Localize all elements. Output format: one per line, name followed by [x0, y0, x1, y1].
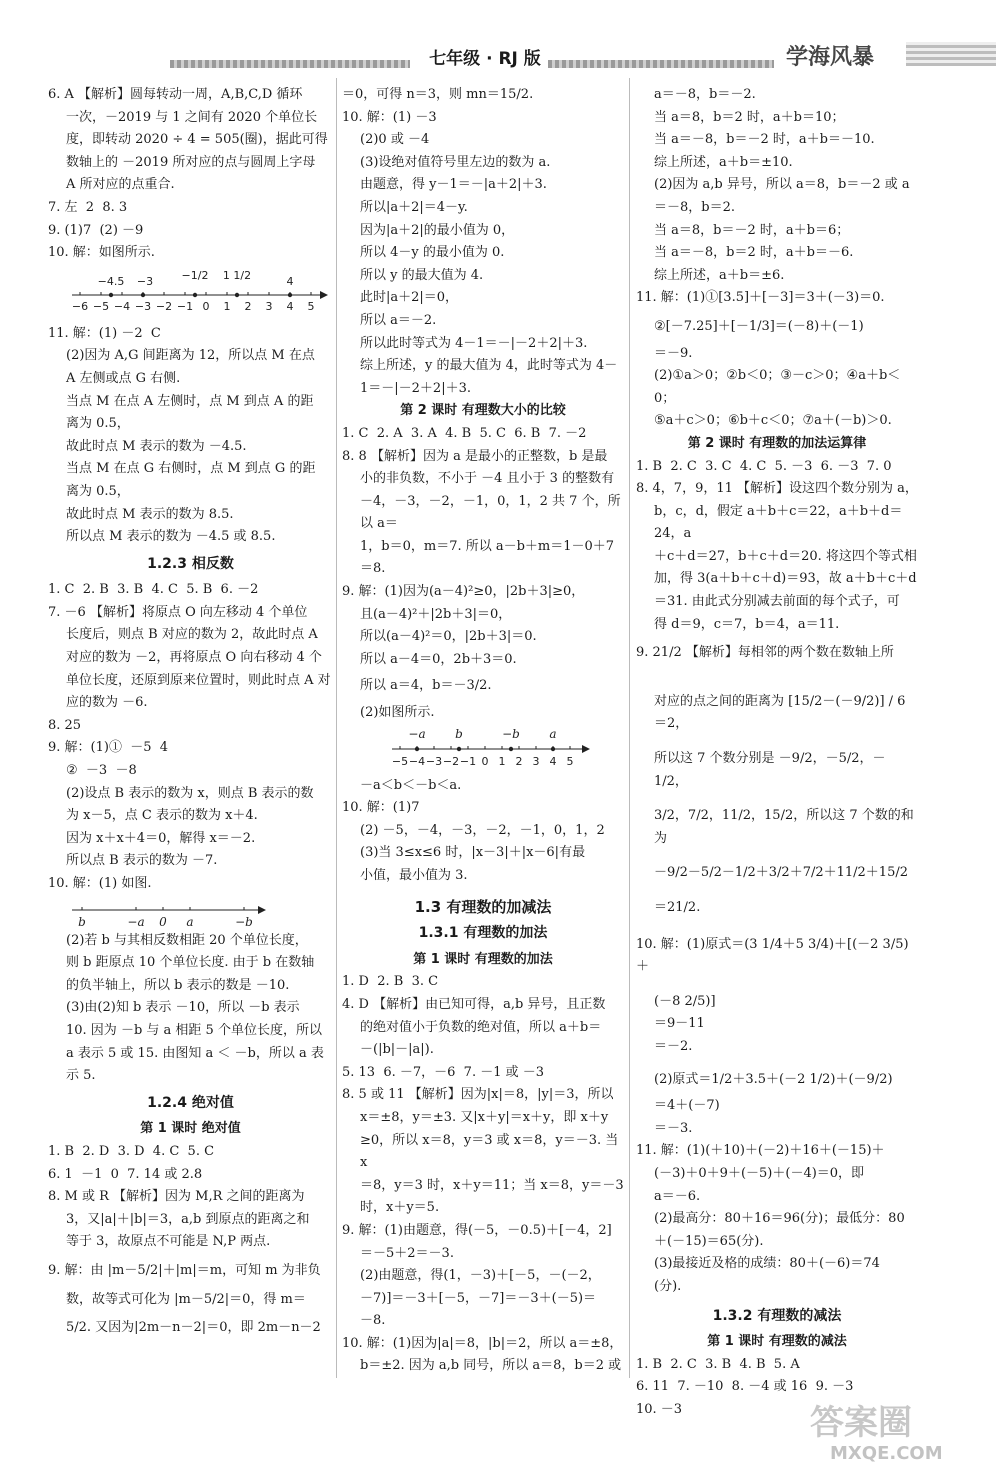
tick-label: 5 [566, 754, 574, 768]
answer-line: 10. 因为 －b 与 a 相距 5 个单位长度，所以 [66, 1022, 322, 1038]
tick-label: −6 [71, 299, 89, 313]
number-line-svg [48, 265, 333, 323]
tick-label: −4 [113, 299, 131, 313]
column-3 [636, 84, 918, 1421]
answer-line: 离为 0.5， [66, 483, 130, 499]
point-label: −1/2 [181, 268, 209, 282]
answer-line: 故此时点 M 表示的数为 －4.5. [66, 438, 247, 454]
answer-line: 1. B 2. D 3. D 4. C 5. C [48, 1143, 215, 1159]
answer-line: (3)当 3≤x≤6 时，|x－3|＋|x－6|有最 [360, 845, 586, 861]
answer-line: ＝8，y＝3 时，x＋y＝11；当 x＝8，y＝－3 [360, 1177, 624, 1193]
answer-line: (3)最接近及格的成绩：80＋(－6)＝74 [654, 1256, 880, 1272]
answer-line: 小的非负数，不小于 －4 且小于 3 的整数有 [360, 471, 615, 487]
point-label: −4.5 [97, 274, 125, 288]
lesson-heading: 第 1 课时 有理数的减法 [707, 1334, 847, 1350]
answer-line: 则 b 距原点 10 个单位长度. 由于 b 在数轴 [66, 955, 315, 971]
point-label: −a [408, 726, 426, 741]
answer-line: ⑤a＋c＞0；⑥b＋c＜0；⑦a＋(－b)＞0. [654, 413, 892, 429]
page-header [0, 0, 1000, 80]
point-label: 4 [286, 274, 294, 288]
point-label: b [455, 726, 463, 741]
answer-line: 1. D 2. B 3. C [342, 974, 439, 990]
column-divider [629, 78, 630, 1378]
section-heading: 1.3.1 有理数的加法 [418, 925, 548, 942]
answer-line: 5. 13 6. －7，－6 7. －1 或 －3 [342, 1064, 545, 1080]
answer-line: (3)设绝对值符号里左边的数为 a. [360, 154, 551, 170]
answer-line: 9. (1)7 (2) －9 [48, 222, 144, 238]
point-label: 0 [159, 914, 167, 929]
watermark-logo: 答案圈 [810, 1403, 912, 1443]
answer-line: 所以 4－y 的最小值为 0. [360, 245, 505, 261]
answer-line: ＝－2. [654, 1038, 693, 1054]
number-line-diagram [48, 896, 333, 930]
answer-line: ≥0，所以 x＝8，y＝3 或 x＝8，y＝－3. 当 x [360, 1132, 623, 1171]
tick-label: −3 [134, 299, 152, 313]
answer-line: －9/2－5/2－1/2＋3/2＋7/2＋11/2＋15/2 [654, 865, 908, 881]
answer-line: 由题意，得 y－1＝－|a＋2|＋3. [360, 177, 547, 193]
section-heading: 1.2.4 绝对值 [147, 1094, 234, 1111]
answer-line: 9. 21/2 【解析】每相邻的两个数在数轴上所 [636, 645, 894, 661]
answer-line: (2)若 b 与其相反数相距 20 个单位长度， [66, 932, 308, 948]
answer-line: 11. 解：(1) －2 C [48, 325, 161, 341]
answer-line: 故此时点 M 表示的数为 8.5. [66, 506, 234, 522]
header-rule-left [170, 60, 410, 68]
answer-line: 当 a＝8，b＝－2 时，a＋b＝6； [654, 222, 850, 238]
answer-line: ＝4＋(－7) [654, 1098, 720, 1114]
answer-line: 所以此时等式为 4－1＝－|－2＋2|＋3. [360, 335, 588, 351]
answer-line: 1. B 2. C 3. B 4. B 5. A [636, 1356, 800, 1372]
answer-line: 所以 a＝－2. [360, 312, 437, 328]
answer-line: －7)]＝－3＋[－5，－7]＝－3＋(－5)＝ [360, 1290, 597, 1306]
point-label: b [78, 914, 86, 929]
answer-line: 一次，－2019 与 1 之间有 2020 个单位长 [66, 109, 318, 125]
answer-line: ＝－8，b＝2. [654, 199, 735, 215]
number-line-diagram [342, 725, 624, 775]
tick-label: 4 [549, 754, 557, 768]
answer-line: (2)如图所示. [360, 705, 435, 721]
answer-line: 8. 25 [48, 717, 82, 733]
answer-line: 10. 解：(1) 如图. [48, 876, 152, 891]
lesson-heading: 第 2 课时 有理数大小的比较 [400, 403, 566, 419]
answer-line: －a＜b＜－b＜a. [360, 777, 462, 793]
answer-line: 等于 3，故原点不可能是 N,P 两点. [66, 1234, 271, 1250]
answer-line: 的绝对值小于负数的绝对值，所以 a＋b＝ [360, 1019, 602, 1035]
answer-line: (2)设点 B 表示的数为 x，则点 B 表示的数 [66, 785, 314, 801]
answer-line: 10. －3 [636, 1401, 683, 1417]
tick-label: −1 [459, 754, 477, 768]
tick-label: 1 [498, 754, 506, 768]
tick-label: 2 [244, 299, 252, 313]
answer-line: 6. 11 7. －10 8. －4 或 16 9. －3 [636, 1379, 854, 1395]
answer-line: ＝－3. [654, 1120, 693, 1136]
answer-line: 8. M 或 R 【解析】因为 M,R 之间的距离为 [48, 1189, 305, 1205]
point-label: −a [127, 914, 145, 929]
point-label: −3 [136, 274, 154, 288]
answer-line: (2)因为 A,G 间距离为 12，所以点 M 在点 [66, 348, 315, 364]
answer-line: ＝－9. [654, 345, 693, 361]
answer-line: 所以点 B 表示的数为 －7. [66, 853, 218, 869]
answer-line: 4. D 【解析】由已知可得，a,b 异号，且正数 [342, 996, 606, 1012]
answer-line: ② －3 －8 [66, 763, 137, 779]
answer-line: 因为 x＋x＋4＝0，解得 x＝－2. [66, 830, 256, 846]
answer-line: 离为 0.5， [66, 416, 130, 432]
answer-line: 所以点 M 表示的数为 －4.5 或 8.5. [66, 529, 276, 545]
answer-line: (2)由题意，得(1，－3)＋[－5，－(－2， [360, 1268, 601, 1284]
answer-line: 对应的数为 －2，再将原点 O 向右移动 4 个 [66, 650, 322, 666]
answer-line: ＝21/2. [654, 900, 701, 915]
answer-line: 7. －6 【解析】将原点 O 向左移动 4 个单位 [48, 604, 308, 620]
answer-line: 单位长度，还原到原来位置时，则此时点 A 对 [66, 672, 331, 688]
answer-line: 当点 M 在点 A 左侧时，点 M 到点 A 的距 [66, 393, 314, 409]
answer-line: x＝±8，y＝±3. 又|x＋y|＝x＋y，即 x＋y [360, 1109, 609, 1125]
answer-line: 1＝－|－2＋2|＋3. [360, 380, 471, 396]
answer-line: －4，－3，－2，－1，0，1，2 共 7 个，所以 a＝ [360, 493, 621, 532]
answer-line: 7. 左 2 8. 3 [48, 199, 128, 215]
brand-stripe [906, 42, 996, 66]
answer-line: 11. 解：(1)①[3.5]＋[－3]＝3＋(－3)＝0. [636, 290, 885, 306]
point-label: −b [235, 914, 253, 929]
tick-label: −2 [155, 299, 173, 313]
brand-logo [786, 32, 996, 76]
answer-line: 9. 解：由 |m－5/2|＋|m|＝m，可知 m 为非负 [48, 1262, 321, 1278]
answer-line: (2)最高分：80＋16＝96(分)；最低分：80 [654, 1211, 905, 1227]
answer-line: 当 a＝－8，b＝－2 时，a＋b＝－10. [654, 132, 875, 148]
answer-line: 此时|a＋2|＝0， [360, 290, 459, 306]
answer-line: 6. A 【解析】圆每转动一周，A,B,C,D 循环 [48, 87, 303, 102]
page-title: 七年级 · RJ 版 [429, 49, 541, 69]
point-label: 1 1/2 [222, 268, 252, 282]
answer-line: 为 x－5，点 C 表示的数为 x＋4. [66, 808, 258, 824]
answer-line: 数，故等式可化为 |m－5/2|＝0，得 m＝ [66, 1291, 306, 1307]
answer-line: 所以 a＝4，b＝－3/2. [360, 678, 492, 694]
tick-label: 1 [223, 299, 231, 313]
answer-line: 10. 解：(1)因为|a|＝8，|b|＝2，所以 a＝±8， [342, 1335, 623, 1351]
point-label: a [549, 726, 557, 741]
answer-line: 所以 a－4＝0，2b＋3＝0. [360, 651, 517, 667]
answer-line: ＝－5＋2＝－3. [360, 1245, 454, 1261]
answer-line: (－3)＋0＋9＋(－5)＋(－4)＝0，即 [654, 1165, 865, 1181]
section-heading: 1.3.2 有理数的减法 [712, 1307, 842, 1324]
answer-line: 得 d＝9，c＝7，b＝4，a＝11. [654, 616, 840, 632]
answer-line: 1，b＝0，m＝7. 所以 a－b＋m＝1－0＋7 [360, 538, 615, 554]
answer-line: (2)0 或 －4 [360, 132, 430, 148]
answer-line: 1. B 2. C 3. C 4. C 5. －3 6. －3 7. 0 [636, 458, 892, 474]
brand-text: 学海风暴 [786, 45, 875, 70]
tick-label: 0 [481, 754, 489, 768]
answer-line: ＋c＋d＝27，b＋c＋d＝20. 将这四个等式相 [654, 548, 917, 564]
answer-line: 对应的点之间的距离为 [15/2－(－9/2)] / 6 ＝2， [654, 693, 910, 732]
section-heading: 1.2.3 相反数 [147, 555, 234, 572]
answer-line: (2)原式＝1/2＋3.5＋(－2 1/2)＋(－9/2) [654, 1071, 893, 1087]
column-2 [342, 84, 624, 1378]
number-line-diagram [48, 265, 333, 323]
answer-line: ＝8. [360, 561, 386, 577]
tick-label: −5 [92, 299, 110, 313]
answer-line: 10. 解：(1) －3 [342, 109, 437, 125]
answer-line: 因为|a＋2|的最小值为 0， [360, 222, 515, 238]
answer-line: (3)由(2)知 b 表示 －10，所以 －b 表示 [66, 1000, 300, 1016]
answer-line: 当 a＝8，b＝2 时，a＋b＝10； [654, 109, 845, 125]
number-line-svg [48, 896, 333, 930]
answer-line: ＝9－11 [654, 1016, 705, 1032]
answer-line: 加，得 3(a＋b＋c＋d)＝93，故 a＋b＋c＋d [654, 571, 917, 587]
tick-label: 4 [286, 299, 294, 313]
answer-line: 所以这 7 个数分别是 －9/2，－5/2，－1/2， [654, 751, 886, 789]
answer-line: 1. C 2. A 3. A 4. B 5. C 6. B 7. －2 [342, 425, 587, 441]
answer-line: 9. 解：(1)① －5 4 [48, 740, 169, 756]
tick-label: −2 [442, 754, 460, 768]
watermark [800, 1395, 990, 1470]
answer-line: 3/2，7/2，11/2，15/2，所以这 7 个数的和为 [654, 808, 914, 846]
answer-line: ＝31. 由此式分别减去前面的每个式子，可 [654, 594, 900, 610]
tick-label: 3 [532, 754, 540, 768]
point-label: −b [502, 726, 520, 741]
answer-line: 度，即转动 2020 ÷ 4 = 505(圈)，据此可得 [66, 132, 328, 148]
answer-line: 所以 y 的最大值为 4. [360, 267, 484, 283]
point-label: a [186, 914, 194, 929]
answer-line: 且(a－4)²＋|2b＋3|＝0， [360, 606, 512, 622]
answer-line: b＝±2. 因为 a,b 同号，所以 a＝8，b＝2 或 [360, 1358, 622, 1374]
answer-line: 综上所述，y 的最大值为 4，此时等式为 4－ [360, 358, 618, 374]
lesson-heading: 第 1 课时 有理数的加法 [413, 951, 553, 967]
column-divider [336, 78, 337, 1378]
answer-line: (2) －5，－4，－3，－2，－1，0，1，2 [360, 822, 605, 838]
answer-line: 数轴上的 －2019 所对应的点与圆周上字母 [66, 154, 316, 170]
answer-line: 6. 1 －1 0 7. 14 或 2.8 [48, 1166, 203, 1182]
answer-line: A 所对应的点重合. [66, 177, 175, 193]
answer-line: 3，又|a|＋|b|＝3，a,b 到原点的距离之和 [66, 1211, 310, 1227]
answer-line: (分). [654, 1278, 682, 1294]
answer-line: 综上所述，a＋b＝±6. [654, 267, 785, 283]
section-heading: 1.3 有理数的加减法 [414, 897, 552, 916]
answer-line: 小值，最小值为 3. [360, 868, 468, 883]
answer-line: 11. 解：(1)(＋10)＋(－2)＋16＋(－15)＋ [636, 1143, 885, 1159]
answer-line: 应的数为 －6. [66, 695, 148, 711]
answer-line: 所以|a＋2|＝4－y. [360, 199, 468, 215]
answer-line: 1. C 2. B 3. B 4. C 5. B 6. －2 [48, 582, 259, 598]
answer-line: a 表示 5 或 15. 由图知 a ＜ －b，所以 a 表 [66, 1045, 324, 1061]
answer-line: (－8 2/5)] [654, 993, 716, 1009]
answer-line: 当 a＝－8，b＝2 时，a＋b＝－6. [654, 245, 854, 261]
answer-line: 10. 解：(1)原式＝(3 1/4＋5 3/4)＋[(－2 3/5)＋ [636, 936, 909, 975]
answer-line: －(|b|－|a|). [360, 1042, 434, 1058]
tick-label: −3 [425, 754, 443, 768]
answer-line: 8. 5 或 11 【解析】因为|x|＝8，|y|＝3，所以 [342, 1087, 614, 1103]
answer-line: ＋(－15)＝65(分). [654, 1233, 764, 1249]
tick-label: 3 [265, 299, 273, 313]
answer-line: 5/2. 又因为|2m－n－2|＝0，即 2m－n－2 [66, 1320, 321, 1336]
tick-label: −4 [408, 754, 426, 768]
answer-line: 10. 解：(1)7 [342, 800, 420, 816]
header-rule-right [548, 60, 774, 68]
lesson-heading: 第 1 课时 绝对值 [140, 1121, 241, 1137]
answer-line: 9. 解：(1)由题意，得(－5，－0.5)＋[－4，2] [342, 1222, 612, 1238]
answer-line: ＝0，可得 n＝3，则 mn＝15/2. [342, 87, 534, 102]
lesson-heading: 第 2 课时 有理数的加法运算律 [687, 435, 867, 451]
tick-label: 0 [202, 299, 210, 313]
answer-line: (2)因为 a,b 异号，所以 a＝8，b＝－2 或 a [654, 177, 910, 193]
answer-line: (2)①a＞0；②b＜0；③－c＞0；④a＋b＜0； [654, 368, 901, 406]
column-1 [48, 84, 333, 1340]
answer-line: 8. 8 【解析】因为 a 是最小的正整数，b 是最 [342, 448, 608, 464]
tick-label: −5 [391, 754, 409, 768]
answer-line: 综上所述，a＋b＝±10. [654, 154, 793, 170]
answer-line: a＝－8，b＝－2. [654, 87, 756, 102]
tick-label: 2 [515, 754, 523, 768]
answer-line: 9. 解：(1)因为(a－4)²≥0，|2b＋3|≥0， [342, 584, 585, 600]
answer-line: －8. [360, 1313, 386, 1329]
number-line-svg [342, 725, 624, 775]
answer-line: a＝－6. [654, 1188, 701, 1204]
answer-line: 当点 M 在点 G 右侧时，点 M 到点 G 的距 [66, 461, 316, 477]
answer-line: 示 5. [66, 1068, 96, 1084]
answer-line: 的负半轴上，所以 b 表示的数是 －10. [66, 977, 290, 993]
answer-line: 所以(a－4)²＝0，|2b＋3|＝0. [360, 629, 537, 645]
answer-line: ②[－7.25]＋[－1/3]＝(－8)＋(－1) [654, 318, 864, 334]
answer-line: b，c，d，假定 a＋b＋c＝22，a＋b＋d＝24，a [654, 503, 903, 542]
tick-label: −1 [176, 299, 194, 313]
answer-line: A 左侧或点 G 右侧. [66, 370, 181, 386]
answer-line: 时，x＋y＝5. [360, 1200, 440, 1216]
watermark-url: MXQE.COM [830, 1443, 943, 1464]
answer-line: 10. 解：如图所示. [48, 245, 155, 261]
answer-line: 长度后，则点 B 对应的数为 2，故此时点 A [66, 627, 318, 643]
answer-line: 8. 4，7，9，11 【解析】设这四个数分别为 a， [636, 481, 918, 497]
tick-label: 5 [307, 299, 315, 313]
